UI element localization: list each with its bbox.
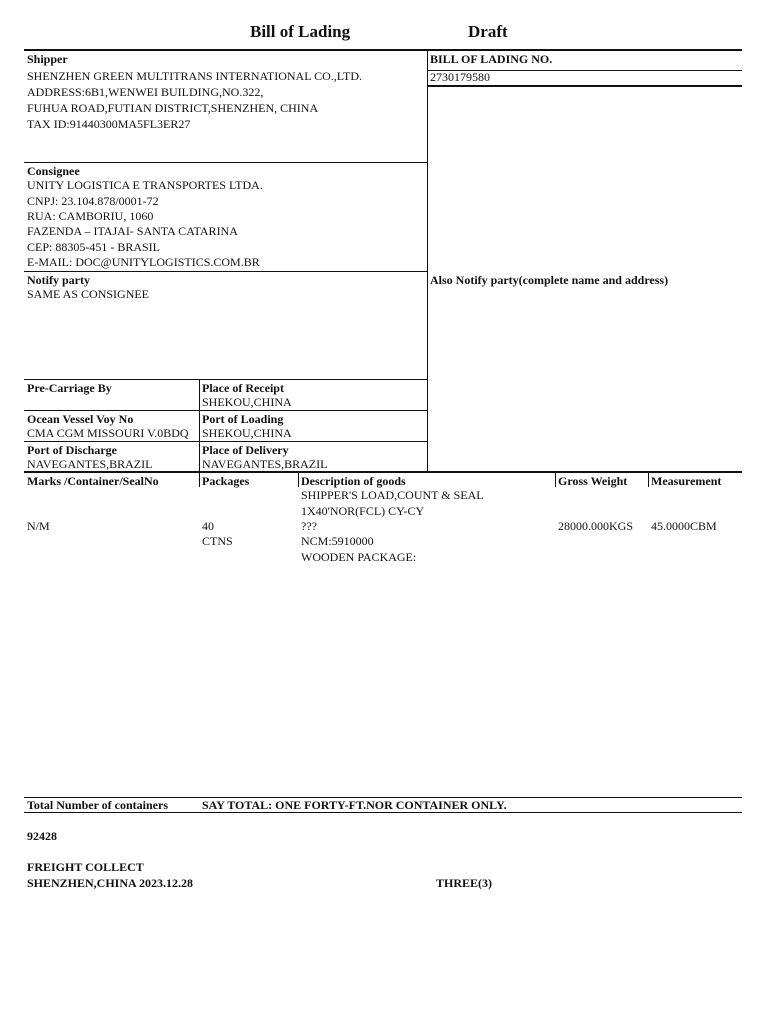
port-of-loading-label: Port of Loading (202, 412, 284, 426)
consignee-line-4: FAZENDA – ITAJAI- SANTA CATARINA (27, 224, 238, 238)
left-panel-divider (427, 49, 428, 473)
place-and-date-of-issue: SHENZHEN,CHINA 2023.12.28 (27, 876, 194, 890)
place-of-delivery-label: Place of Delivery (202, 443, 289, 457)
shipper-line-1: SHENZHEN GREEN MULTITRANS INTERNATIONAL CO.,LTD. (27, 69, 362, 83)
consignee-line-1: UNITY LOGISTICA E TRANSPORTES LTDA. (27, 178, 263, 192)
port-of-discharge-label: Port of Discharge (27, 443, 117, 457)
packages-qty: 40 (202, 519, 214, 533)
ocean-vessel-value: CMA CGM MISSOURI V.0BDQ (27, 426, 189, 440)
place-of-delivery-value: NAVEGANTES,BRAZIL (202, 457, 328, 471)
consignee-bottom-line (24, 271, 427, 272)
description-line-2: 1X40'NOR(FCL) CY-CY (301, 504, 425, 518)
top-border (24, 49, 742, 51)
ocean-vessel-label: Ocean Vessel Voy No (27, 412, 134, 426)
description-line-1: SHIPPER'S LOAD,COUNT & SEAL (301, 488, 484, 502)
place-of-receipt-label: Place of Receipt (202, 381, 284, 395)
marks-header: Marks /Container/SealNo (27, 474, 159, 488)
footer-code: 92428 (27, 829, 57, 843)
shipper-line-3: FUHUA ROAD,FUTIAN DISTRICT,SHENZHEN, CHINA (27, 101, 319, 115)
notify-party-value: SAME AS CONSIGNEE (27, 287, 150, 301)
notify-bottom-line (24, 379, 427, 380)
gross-weight-header: Gross Weight (558, 474, 628, 488)
also-notify-label: Also Notify party(complete name and address) (430, 273, 669, 287)
gross-weight-col-divider (555, 473, 556, 487)
number-of-originals: THREE(3) (436, 876, 493, 890)
bl-no-label: BILL OF LADING NO. (430, 52, 553, 66)
marks-value: N/M (27, 519, 50, 533)
description-line-3: ??? (301, 519, 317, 533)
shipper-bottom-line (24, 162, 427, 163)
consignee-label: Consignee (27, 164, 80, 178)
freight-terms: FREIGHT COLLECT (27, 860, 144, 874)
total-containers-value: SAY TOTAL: ONE FORTY-FT.NOR CONTAINER ONLY. (202, 798, 507, 812)
port-of-discharge-value: NAVEGANTES,BRAZIL (27, 457, 153, 471)
measurement-value: 45.0000CBM (651, 519, 717, 533)
measurement-col-divider (648, 473, 649, 487)
notify-party-label: Notify party (27, 273, 90, 287)
packages-unit: CTNS (202, 534, 233, 548)
shipper-label: Shipper (27, 52, 68, 66)
shipper-line-2: ADDRESS:6B1,WENWEI BUILDING,NO.322, (27, 85, 264, 99)
bl-no-value: 2730179580 (430, 70, 490, 84)
shipper-line-4: TAX ID:91440300MA5FL3ER27 (27, 117, 191, 131)
measurement-header: Measurement (651, 474, 722, 488)
description-line-4: NCM:5910000 (301, 534, 374, 548)
description-header: Description of goods (301, 474, 406, 488)
description-line-5: WOODEN PACKAGE: (301, 550, 417, 564)
packages-col-divider (199, 473, 200, 487)
consignee-line-5: CEP: 88305-451 - BRASIL (27, 240, 161, 254)
packages-header: Packages (202, 474, 250, 488)
consignee-line-6: E-MAIL: DOC@UNITYLOGISTICS.COM.BR (27, 255, 260, 269)
document-title: Bill of Lading (250, 22, 351, 41)
routing-col-divider (199, 379, 200, 473)
port-of-loading-value: SHEKOU,CHINA (202, 426, 292, 440)
pre-carriage-label: Pre-Carriage By (27, 381, 112, 395)
total-containers-label: Total Number of containers (27, 798, 168, 812)
consignee-line-2: CNPJ: 23.104.878/0001-72 (27, 194, 159, 208)
place-of-receipt-value: SHEKOU,CHINA (202, 395, 292, 409)
consignee-line-3: RUA: CAMBORIU, 1060 (27, 209, 154, 223)
gross-weight-value: 28000.000KGS (558, 519, 634, 533)
draft-label: Draft (468, 22, 508, 41)
description-col-divider (298, 473, 299, 487)
